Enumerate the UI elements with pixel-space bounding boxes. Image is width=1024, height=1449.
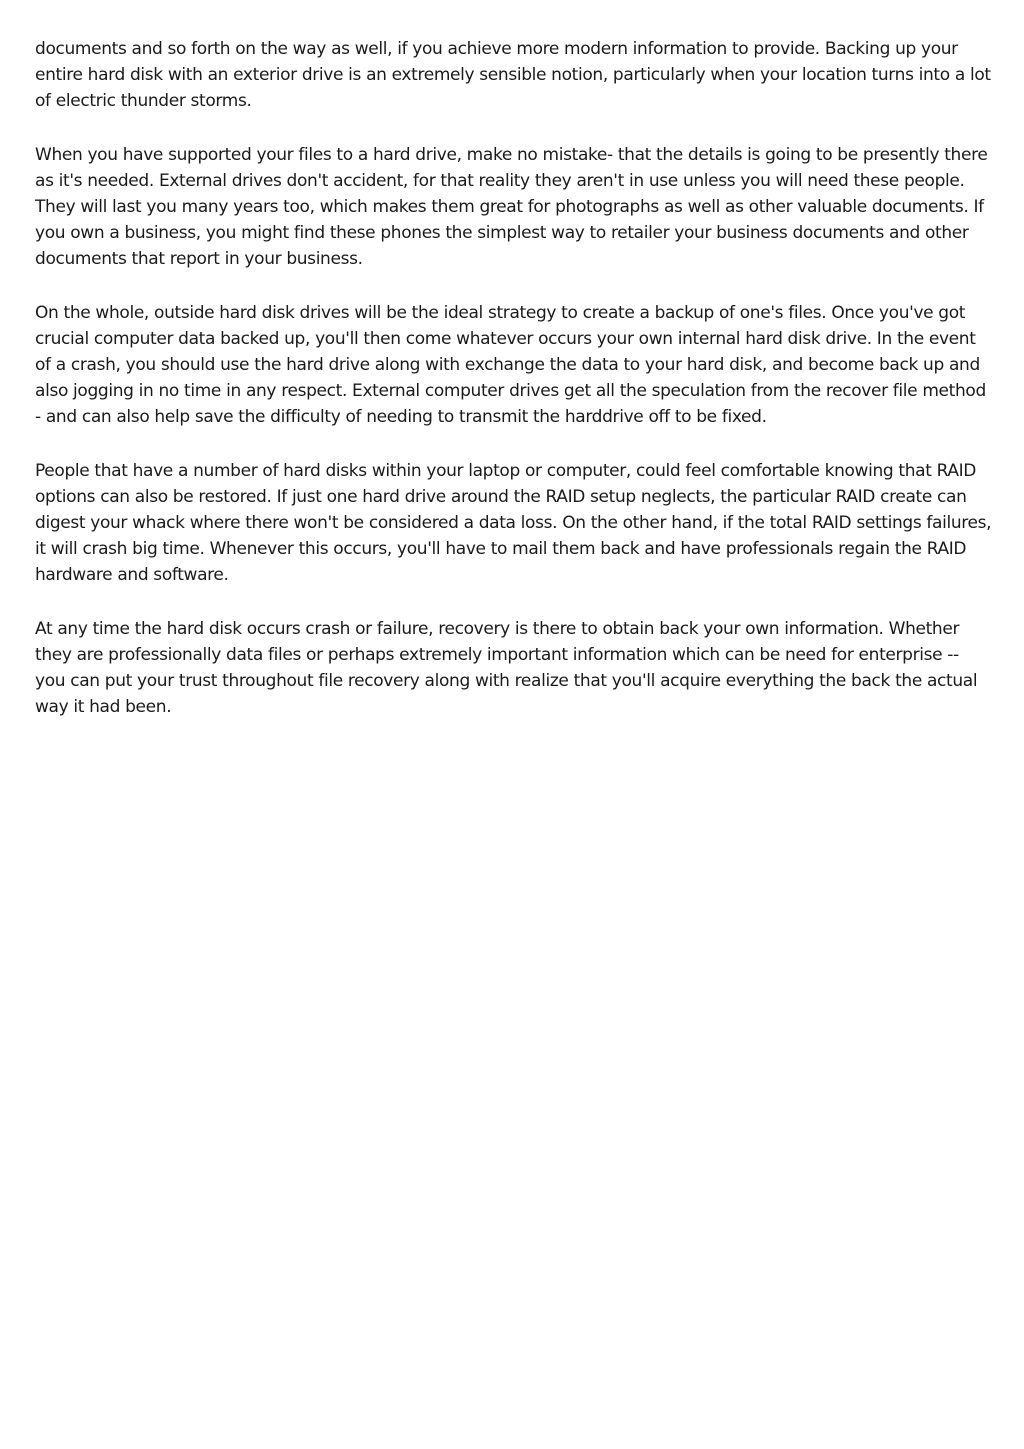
paragraph-2: When you have supported your files to a hard drive, make no mistake- that the details is going to be presently there as it's needed. External drives don't accident, for that reality they aren't in use unless you will need these people. They will last you many years too, which makes them great for photographs as well as other valuable documents. If you own a business, you might find these phones the simplest way to retailer your business documents and other documents that report in your business. — [35, 145, 988, 269]
paragraph-5: At any time the hard disk occurs crash or failure, recovery is there to obtain back your own information. Whether they are professionally data files or perhaps extremely important information which can be need for enterprise -- you can put your trust throughout file recovery along with realize that you'll acquire everything the back the actual way it had been. — [35, 619, 978, 717]
paragraph-3: On the whole, outside hard disk drives will be the ideal strategy to create a backup of one's files. Once you've got crucial computer data backed up, you'll then come whatever occurs your own internal hard disk drive. In the event of a crash, you should use the hard drive along with exchange the data to your hard disk, and become back up and also jogging in no time in any respect. External computer drives get all the speculation from the recover file method - and can also help save the difficulty of needing to transmit the harddrive off to be fixed. — [35, 303, 986, 427]
paragraph-4: People that have a number of hard disks within your laptop or computer, could feel comfortable knowing that RAID options can also be restored. If just one hard drive around the RAID setup neglects, the particular RAID create can digest your whack where there won't be considered a data loss. On the other hand, if the total RAID settings failures, it will crash big time. Whenever this occurs, you'll have to mail them back and have professionals regain the RAID hardware and software. — [35, 461, 992, 585]
document-page — [35, 37, 993, 750]
paragraph-1: documents and so forth on the way as well, if you achieve more modern information to provide. Backing up your entire hard disk with an exterior drive is an extremely sensible notion, particularly when your location turns into a lot of electric thunder storms. — [35, 39, 991, 111]
